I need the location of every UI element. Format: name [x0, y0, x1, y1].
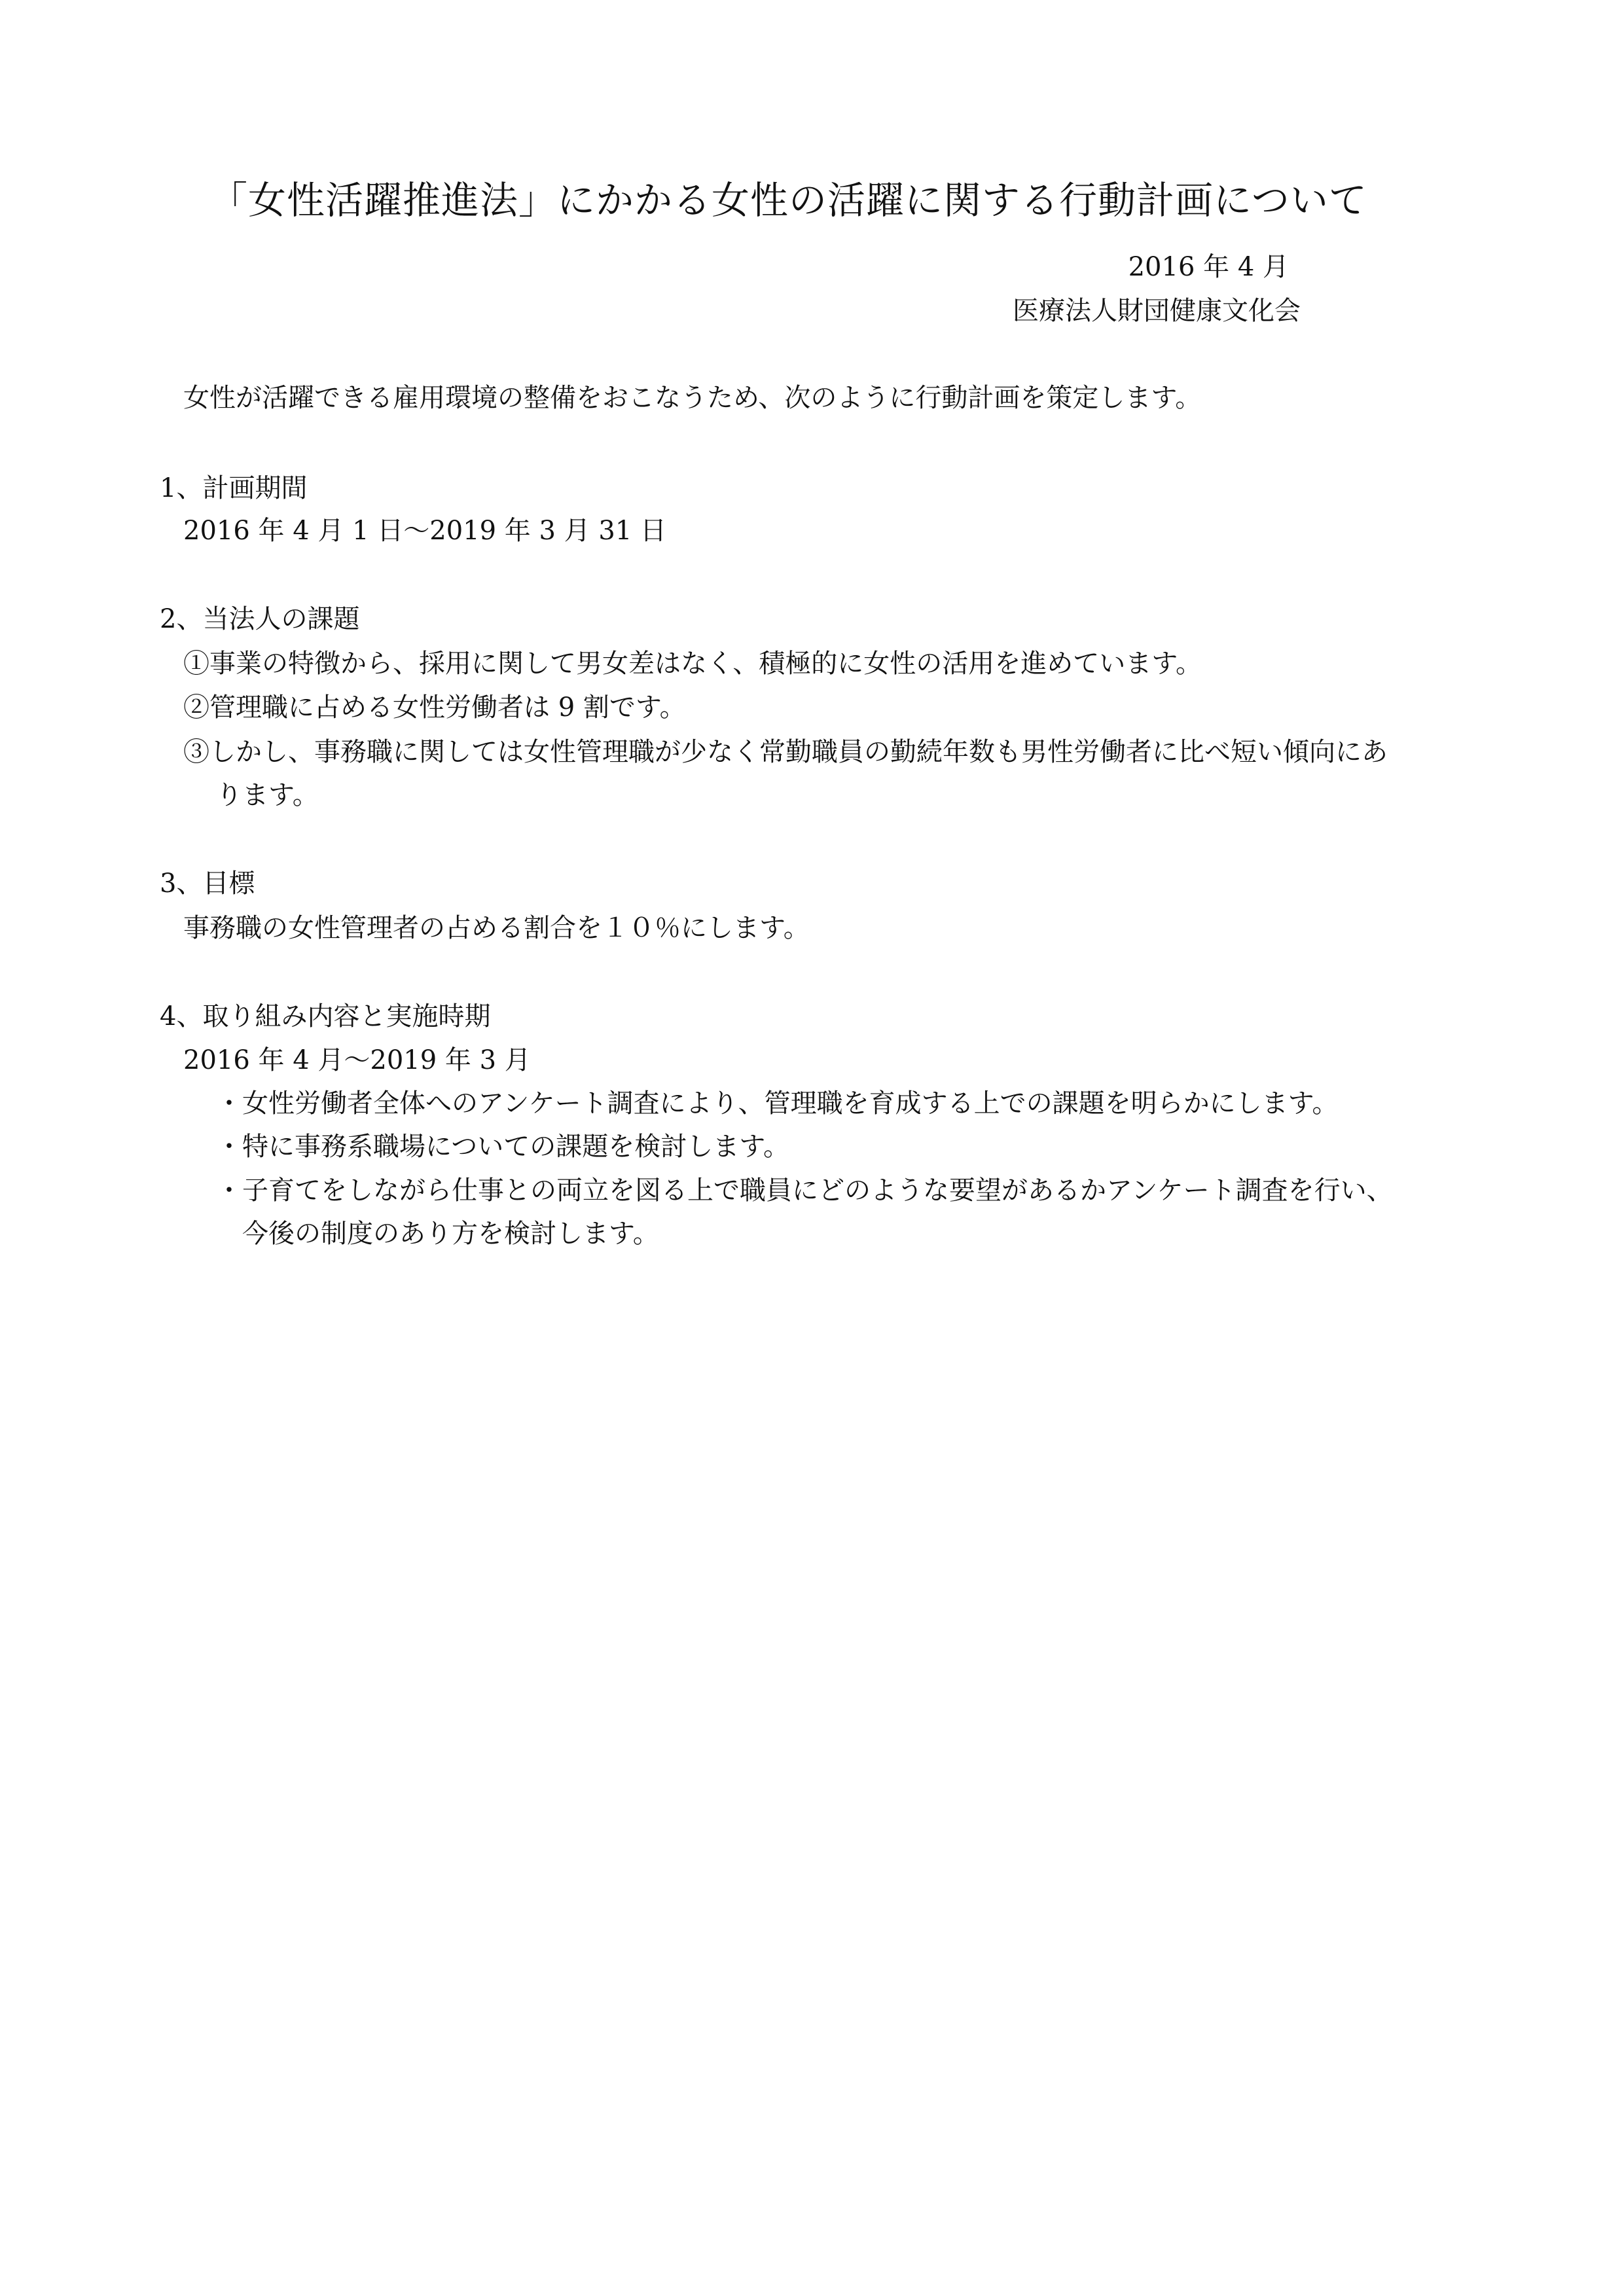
organization-name: 医療法人財団健康文化会 [1013, 296, 1301, 326]
issue-item-3-line-1: ③しかし、事務職に関しては女性管理職が少なく常勤職員の勤続年数も男性労働者に比べ短い傾向にあ [183, 737, 1388, 767]
issue-item-2: ②管理職に占める女性労働者は 9 割です。 [183, 692, 686, 723]
initiatives-period: 2016 年 4 月～2019 年 3 月 [183, 1045, 531, 1075]
section-heading-plan-period: 1、計画期間 [160, 473, 308, 503]
plan-period-text: 2016 年 4 月 1 日～2019 年 3 月 31 日 [183, 516, 666, 546]
document-date: 2016 年 4 月 [1128, 252, 1289, 282]
issue-item-1: ①事業の特徴から、採用に関して男女差はなく、積極的に女性の活用を進めています。 [183, 649, 1202, 679]
initiative-bullet-3-line-1: ・子育てをしながら仕事との両立を図る上で職員にどのような要望があるかアンケート調査を行い、 [216, 1175, 1393, 1206]
issue-item-3-line-2: ります。 [216, 780, 319, 810]
document-title: 「女性活躍推進法」にかかる女性の活躍に関する行動計画について [209, 178, 1367, 223]
initiative-bullet-3-line-2: 今後の制度のあり方を検討します。 [242, 1219, 659, 1249]
section-heading-initiatives: 4、取り組み内容と実施時期 [160, 1001, 491, 1031]
goal-text: 事務職の女性管理者の占める割合を１０％にします。 [183, 913, 810, 943]
section-heading-goal: 3、目標 [160, 869, 255, 899]
intro-paragraph: 女性が活躍できる雇用環境の整備をおこなうため、次のように行動計画を策定します。 [183, 383, 1202, 413]
initiative-bullet-1: ・女性労働者全体へのアンケート調査により、管理職を育成する上での課題を明らかにします。 [216, 1088, 1339, 1119]
section-heading-issues: 2、当法人の課題 [160, 604, 360, 634]
initiative-bullet-2: ・特に事務系職場についての課題を検討します。 [216, 1132, 789, 1162]
